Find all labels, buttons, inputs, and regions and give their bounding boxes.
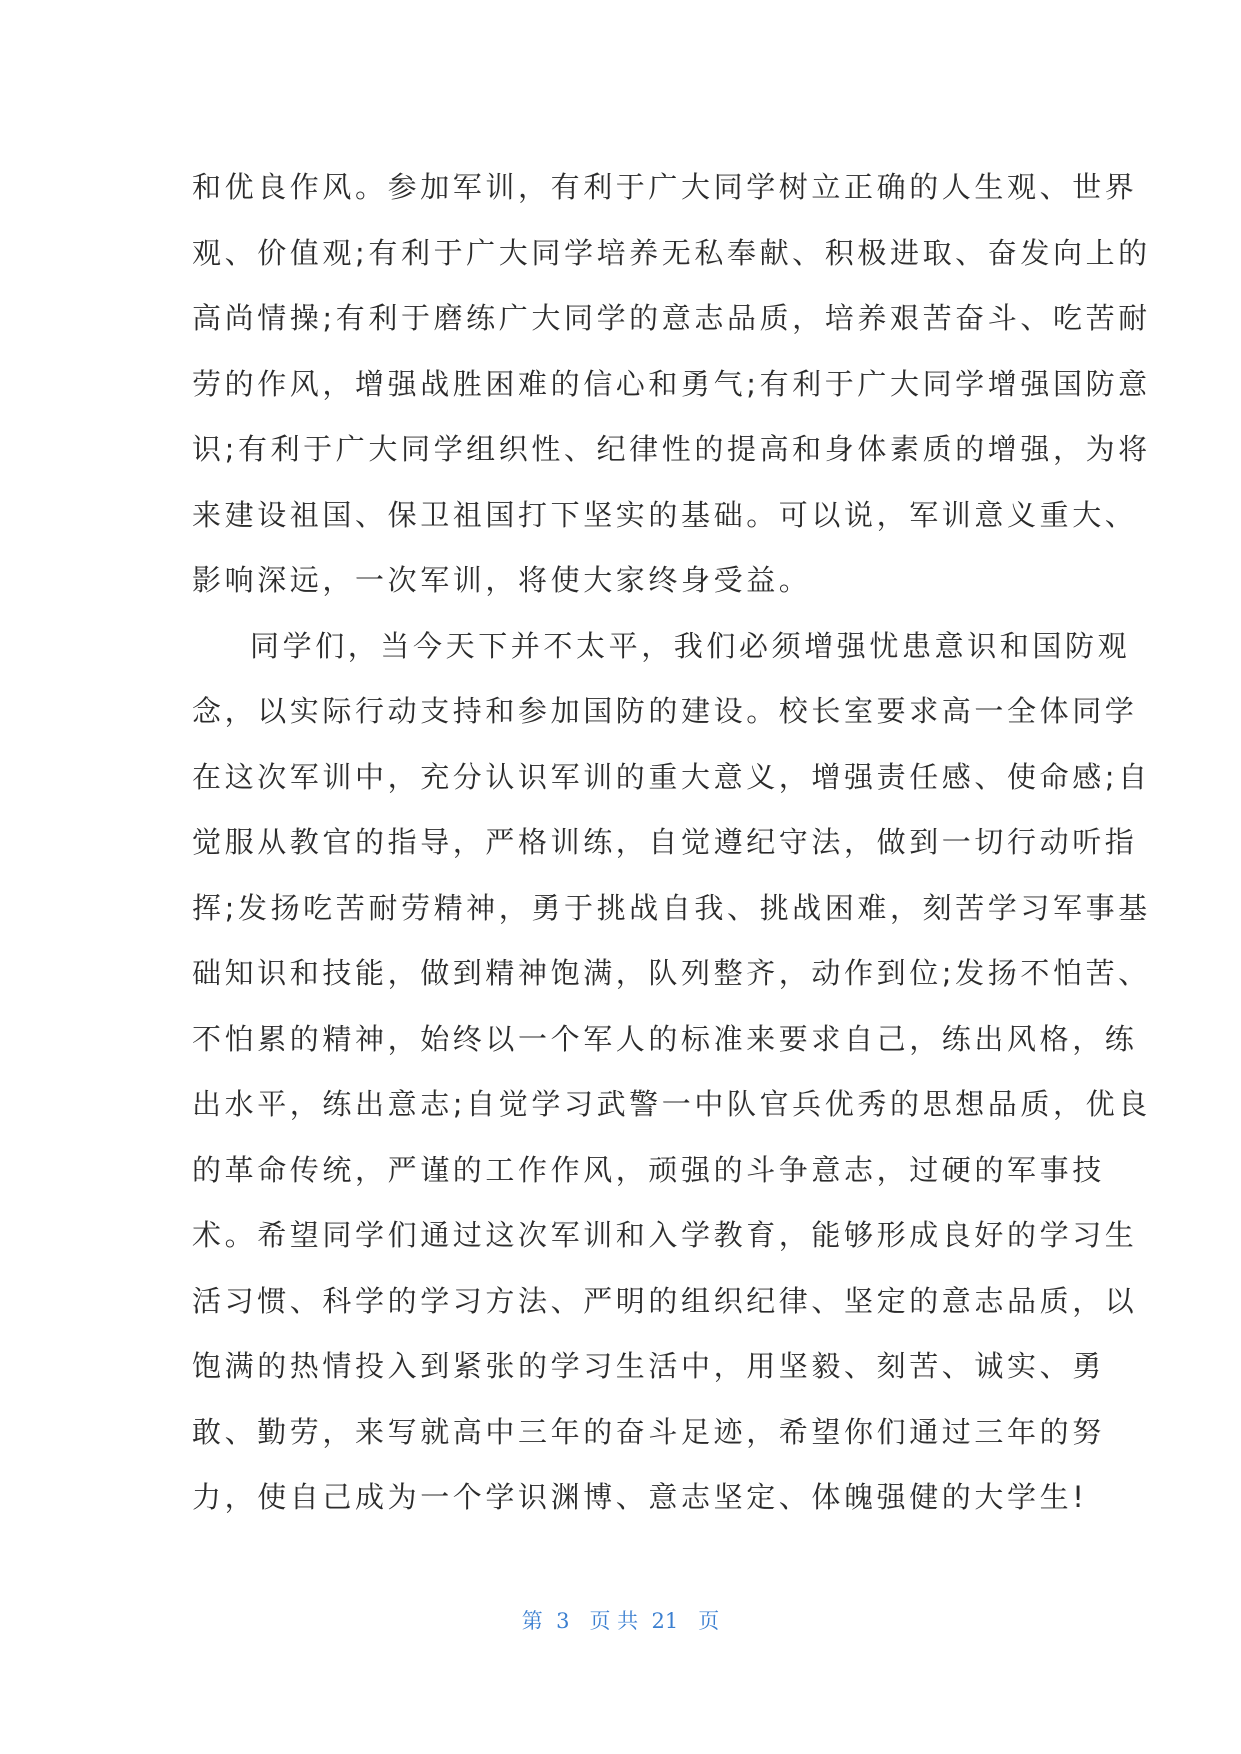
text-line: 术。希望同学们通过这次军训和入学教育，能够形成良好的学习生: [192, 1218, 1138, 1252]
text-line: 影响深远，一次军训，将使大家终身受益。: [192, 563, 812, 597]
text-line-first: 同学们，当今天下并不太平，我们必须增强忧患意识和国防观: [250, 628, 1131, 663]
paragraph-1: [192, 155, 1151, 614]
text-line: 础知识和技能，做到精神饱满，队列整齐，动作到位;发扬不怕苦、: [192, 956, 1151, 990]
text-line: 来建设祖国、保卫祖国打下坚实的基础。可以说，军训意义重大、: [192, 497, 1138, 532]
page-number-footer: 第 3 页 共 21 页: [521, 1609, 720, 1633]
text-line: 和优良作风。参加军训，有利于广大同学树立正确的人生观、世界: [192, 170, 1138, 204]
text-line: 在这次军训中，充分认识军训的重大意义，增强责任感、使命感;自: [192, 759, 1151, 794]
text-line: 的革命传统，严谨的工作作风，顽强的斗争意志，过硬的军事技: [192, 1152, 1105, 1187]
text-line: 出水平，练出意志;自觉学习武警一中队官兵优秀的思想品质，优良: [192, 1087, 1151, 1121]
text-line: 高尚情操;有利于磨练广大同学的意志品质，培养艰苦奋斗、吃苦耐: [192, 301, 1151, 335]
text-line: 觉服从教官的指导，严格训练，自觉遵纪守法，做到一切行动听指: [192, 825, 1138, 859]
text-line: 念，以实际行动支持和参加国防的建设。校长室要求高一全体同学: [192, 694, 1138, 728]
paragraph-2: [192, 614, 1151, 1531]
text-line: 挥;发扬吃苦耐劳精神，勇于挑战自我、挑战困难，刻苦学习军事基: [192, 890, 1151, 925]
text-line: 活习惯、科学的学习方法、严明的组织纪律、坚定的意志品质，以: [192, 1283, 1138, 1318]
text-line: 识;有利于广大同学组织性、纪律性的提高和身体素质的增强，为将: [192, 432, 1151, 466]
text-line: 劳的作风，增强战胜困难的信心和勇气;有利于广大同学增强国防意: [192, 366, 1151, 401]
text-line: 力，使自己成为一个学识渊博、意志坚定、体魄强健的大学生!: [192, 1480, 1088, 1514]
document-body: [192, 155, 1151, 1531]
text-line: 敢、勤劳，来写就高中三年的奋斗足迹，希望你们通过三年的努: [192, 1414, 1105, 1449]
text-line: 不怕累的精神，始终以一个军人的标准来要求自己，练出风格，练: [192, 1021, 1138, 1056]
text-line: 饱满的热情投入到紧张的学习生活中，用坚毅、刻苦、诚实、勇: [192, 1349, 1105, 1383]
text-line: 观、价值观;有利于广大同学培养无私奉献、积极进取、奋发向上的: [192, 235, 1151, 270]
